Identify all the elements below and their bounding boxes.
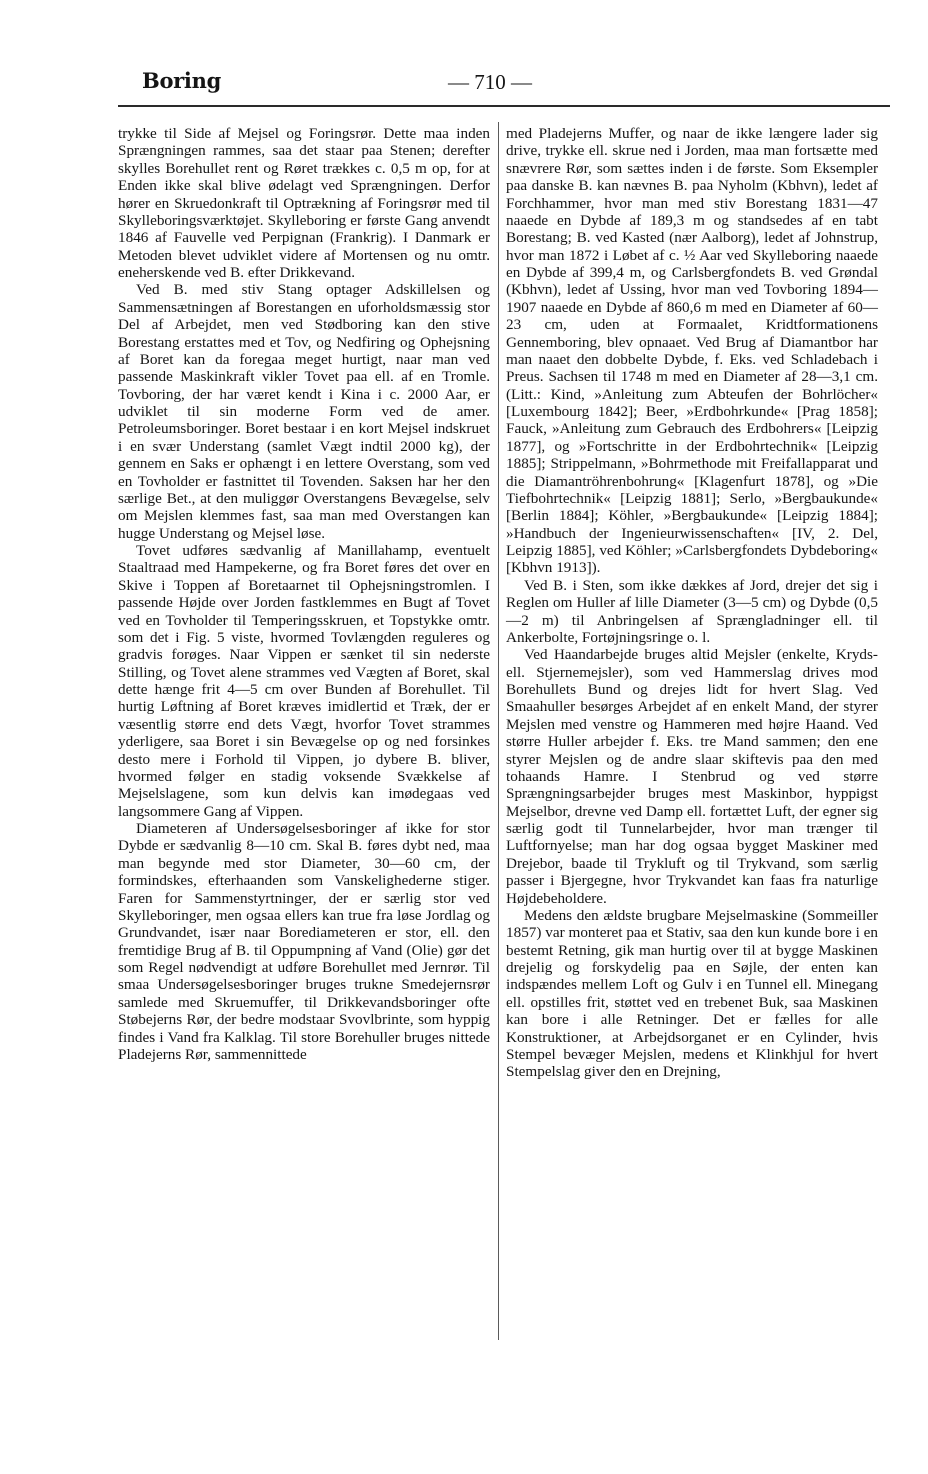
column-divider [498,122,499,1340]
running-head-title: Boring [142,68,221,93]
page-header [142,64,532,100]
paragraph: Ved B. med stiv Stang optager Adskillelsen og Sammensætningen af Borestangen en uforholdsmæssig stor Del af Arbejdet, men ved Stødboring kan den stive Borestang erstattes med et Tov, og Nedfiring og Ophejsning af Boret kan da foregaa meget hurtigt, naar man ved passende Maskinkraft vikler Tovet paa ell. af en Tromle. Tovboring, der har været kendt i Kina i c. 2000 Aar, er udviklet til sin moderne Form ved de amer. Petroleumsboringer. Boret bestaar i en kort Mejsel indskruet i en svær Understang (samlet Vægt indtil 2000 kg), der gennem en Saks er ophængt i en lettere Overstang, som ved en Tovholder er fastnittet til Tovenden. Saksen har her den særlige Bet., at den muliggør Overstangens Bevægelse, selv om Mejslen klemmes fast, saa man med Overstangen kan hugge Understang og Mejsel løse. [118,281,490,542]
paragraph: Medens den ældste brugbare Mejselmaskine (Sommeiller 1857) var monteret paa et Stativ, saa den kun kunde bore i en bestemt Retning, gik man hurtig over til at bygge Maskinen drejelig og forskydelig paa en Søjle, der enten kan indspændes mellem Loft og Gulv i en Tunnel ell. Minegang ell. opstilles frit, støttet ved en trebenet Buk, saa Maskinen kan bore i alle Retninger. Det er fælles for alle Konstruktioner, at Arbejdsorganet er en Cylinder, hvis Stempel bevæger Mejslen, medens et Klinkhjul for hvert Stempelslag giver den en Drejning, [506,906,878,1081]
left-column [118,125,490,1063]
page-number: — 710 — [448,70,532,94]
paragraph: trykke til Side af Mejsel og Foringsrør. Dette maa inden Sprængningen rammes, saa det staar paa Stenen; derefter skylles Borehullet rent og Røret trækkes c. 0,5 m op, for at Enden ikke skal blive ødelagt ved Sprængningen. Derfor hører en Skruedonkraft til Optrækning af Foringsrør med til Skylleboringsværktøjet. Skylleboring er første Gang anvendt 1846 af Fauvelle ved Perpignan (Frankrig). I Danmark er Metoden blevet udviklet videre af Mortensen og nu omtr. eneherskende ved B. efter Drikkevand. [118,125,490,281]
paragraph: Tovet udføres sædvanlig af Manillahamp, eventuelt Staaltraad med Hampekerne, og fra Boret føres det over en Skive i Toppen af Boretaarnet til Ophejsningstromlen. I passende Højde over Jorden fastklemmes en Bugt af Tovet ved en Tovholder til Temperingsskruen, et Topstykke omtr. som det i Fig. 5 viste, hvormed Tovlængden reguleres og gradvis forøges. Naar Vippen er sænket til sin nederste Stilling, og Tovet alene strammes ved Vægten af Boret, skal dette hænge frit 4—5 cm over Bunden af Borehullet. Til hurtig Løftning af Boret kræves imidlertid et Træk, der er væsentlig større end dets Vægt, hvorfor Tovet strammes yderligere, saa Boret i sin Bevægelse op og ned forsinkes desto mere i Forhold til Vippen, jo dybere B. bliver, hvormed følger en stadig voksende Svækkelse af Mejselslagene, som kun delvis kan imødegaas ved langsommere Gang af Vippen. [118,542,490,820]
paragraph: med Pladejerns Muffer, og naar de ikke længere lader sig drive, trykke ell. skrue ned i Jorden, maa man fortsætte med snævrere Rør, som sættes inden i de første. Som Eksempler paa danske B. kan nævnes B. paa Nyholm (Kbhvn), ledet af Forchhammer, hvor man med stiv Borestang 1831—47 naaede en Dybde af 189,3 m og standsedes af en tabt Borestang; B. ved Kasted (nær Aalborg), ledet af Johnstrup, hvor man 1872 i Løbet af c. ½ Aar ved Skylleboring naaede en Dybde af 399,4 m, og Carlsbergfondets B. ved Grøndal (Kbhvn), ledet af Ussing, hvor man ved Tovboring 1894—1907 naaede en Dybde af 860,6 m med en Diameter af 60—23 cm, uden at Formaalet, Kridtformationens Gennemboring, blev opnaaet. Ved Brug af Diamantbor har man naaet den dobbelte Dybde, f. Eks. ved Schladebach i Preus. Sachsen til 1748 m med en Diameter af 28—3,1 cm. (Litt.: Kind, »Anleitung zum Abteufen der Bohrlöcher« [Luxembourg 1842]; Beer, »Erdbohrkunde« [Prag 1858]; Fauck, »Anleitung zum Gebrauch des Erdbohrers« [Leipzig 1877], og »Fortschritte in der Erdbohrtechnik« [Leipzig 1885]; Strippelmann, »Bohrmethode mit Freifallapparat und die Diamantröhrenbohrung« [Klagenfurt 1878], og »Die Tiefbohrtechnik« [Leipzig 1881]; Serlo, »Bergbaukunde« [Berlin 1884]; Köhler, »Bergbaukunde« [Leipzig 1884]; »Handbuch der Ingenieurwissenschaften« [IV, 2. Del, Leipzig 1885], ved Köhler; »Carlsbergfondets Dybdeboring« [Kbhvn 1913]). [506,125,878,577]
header-rule [118,105,890,107]
paragraph: Ved Haandarbejde bruges altid Mejsler (enkelte, Kryds- ell. Stjernemejsler), som ved Hammerslag drives mod Borehullets Bund og drejes lidt for hvert Slag. Ved Smaahuller besørges Arbejdet af en enkelt Mand, der styrer Mejslen med venstre og Hammeren med højre Haand. Ved større Huller arbejder f. Eks. tre Mand sammen; den ene styrer Mejslen og de andre slaar skiftevis paa den med tohaands Hamre. I Stenbrud og ved større Sprængningsarbejder bruges mest Maskinbor, hyppigst Mejselbor, drevne ved Damp ell. fortættet Luft, der egner sig særlig godt til Tunnelarbejder, hvor man trænger til Luftfornyelse; man har dog ogsaa bygget Maskiner med Drejebor, baade til Trykluft og til Trykvand, som særlig passer i Bjergegne, hvor Trykvandet kan faas fra naturlige Højdebeholdere. [506,646,878,907]
paragraph: Ved B. i Sten, som ikke dækkes af Jord, drejer det sig i Reglen om Huller af lille Diameter (3—5 cm) og Dybde (0,5—2 m) til Anbringelsen af Sprængladninger ell. til Ankerbolte, Fortøjningsringe o. l. [506,576,878,646]
paragraph: Diameteren af Undersøgelsesboringer af ikke for stor Dybde er sædvanlig 8—10 cm. Skal B. føres dybt ned, maa man begynde med stor Diameter, 30—60 cm, der formindskes, efterhaanden som Vanskelighederne stiger. Faren for Sammenstyrtninger, der er særlig stor ved Skylleboringer, men ogsaa ellers kan true fra løse Jordlag og Grundvandet, især naar Borediameteren er stor, ell. den fremtidige Brug af B. til Oppumpning af Vand (Olie) gør det som Regel nødvendigt at udføre Borehullet med Jernrør. Til smaa Undersøgelsesboringer bruges trukne Smedejernsrør samlede med Skruemuffer, til Drikkevandsboringer ofte Støbejerns Rør, der bedre modstaar Svovlbrinte, som hyppig findes i Vand fra Kalklag. Til store Borehuller bruges nittede Pladejerns Rør, sammennittede [118,820,490,1063]
right-column [506,125,878,1081]
